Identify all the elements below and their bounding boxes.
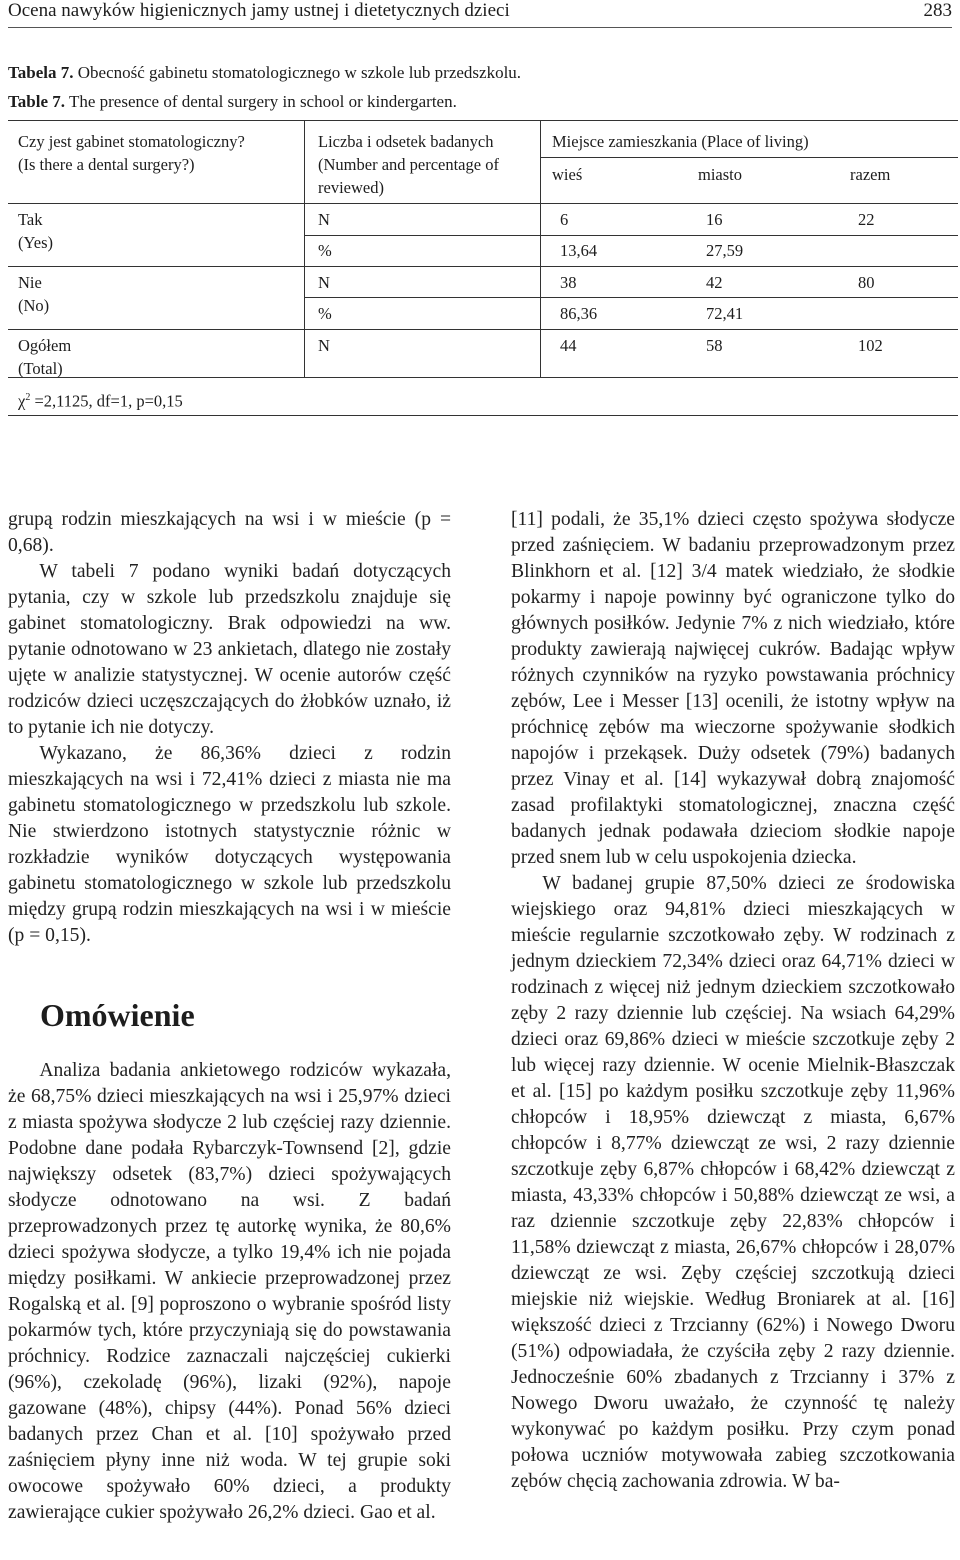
table-hrule bbox=[8, 329, 958, 330]
table-hrule bbox=[8, 266, 958, 267]
col1-header-pl: Czy jest gabinet stomatologiczny? bbox=[18, 132, 245, 151]
caption-pl-label: Tabela 7. bbox=[8, 63, 74, 82]
footnote-superscript: 2 bbox=[25, 392, 31, 403]
section-heading-discussion: Omówienie bbox=[40, 997, 195, 1033]
row-total-n-total: 102 bbox=[858, 336, 883, 355]
table-hrule bbox=[304, 297, 958, 298]
right-column bbox=[511, 507, 955, 1495]
table-vrule bbox=[304, 121, 305, 377]
left-column-bottom bbox=[8, 1058, 451, 1526]
row-yes-pct-village: 13,64 bbox=[560, 241, 598, 260]
caption-en-label: Table 7. bbox=[8, 92, 66, 111]
row-no-n-total: 80 bbox=[858, 273, 875, 292]
col3-header: Miejsce zamieszkania (Place of living) bbox=[552, 132, 809, 151]
row-no-label-en: (No) bbox=[18, 296, 50, 315]
caption-pl-text: Obecność gabinetu stomatologicznego w szkole lub przedszkolu. bbox=[73, 63, 522, 82]
row-no-pct-city: 72,41 bbox=[706, 304, 744, 323]
table-vrule bbox=[540, 121, 541, 377]
row-no-pct-village: 86,36 bbox=[560, 304, 598, 323]
table-hrule bbox=[8, 377, 958, 378]
left-paragraph-1: grupą rodzin mieszkających na wsi i w mieście (p = 0,68). bbox=[8, 509, 451, 556]
row-yes-n-label: N bbox=[318, 210, 330, 229]
table-hrule bbox=[8, 203, 958, 204]
table-caption-en bbox=[8, 87, 521, 116]
table-captions bbox=[8, 58, 521, 116]
row-total-n-label: N bbox=[318, 336, 330, 355]
row-no-n-village: 38 bbox=[560, 273, 577, 292]
col2-header-line3: reviewed) bbox=[318, 178, 384, 197]
row-no-n-label: N bbox=[318, 273, 330, 292]
row-yes-pct-label: % bbox=[318, 241, 332, 260]
row-total-n-city: 58 bbox=[706, 336, 723, 355]
col2-header-line2: (Number and percentage of bbox=[318, 155, 499, 174]
subheader-village: wieś bbox=[552, 165, 583, 184]
data-table bbox=[8, 120, 958, 416]
row-yes-pct-city: 27,59 bbox=[706, 241, 744, 260]
row-no-pct-label: % bbox=[318, 304, 332, 323]
right-paragraph-1: [11] podali, że 35,1% dzieci często spożywa słodycze przed zaśnięciem. W badaniu przeprowadzonym przez Blinkhorn et al. [12] 3/4 matek wiedziało, że słodkie pokarmy i napoje powinny być ograniczone tylko do głównych posiłków. Jedynie 7% z nich wiedziało, które produkty zawierają najwięcej cukrów. Badając wpływ różnych czynników na ryzyko powstawania próchnicy zębów, Lee i Messer [13] ocenili, że istotny wpływ na próchnicę zębów ma wieczorne spożywanie słodkich napojów i przekąsek. Duży odsetek (79%) badanych przez Vinay et al. [14] wykazywał dobrą znajomość zasad profilaktyki stomatologicznej, znaczna część badanych jednak podawała dzieciom słodkie napoje przed snem lub w celu uspokojenia dziecka. bbox=[511, 509, 955, 868]
table-footnote bbox=[18, 386, 183, 413]
running-header bbox=[8, 0, 952, 28]
left-paragraph-4: Analiza badania ankietowego rodziców wykazała, że 68,75% dzieci mieszkających na wsi i 25,97% dzieci z miasta spożywa słodycze 2 lub częściej razy dziennie. Podobne dane podała Rybarczyk-Townsend [2], gdzie największy odsetek (83,7%) dzieci spożywających słodycze odnotowano na wsi. Z badań przeprowadzonych przez tę autorkę wynika, że 80,6% dzieci spożywa słodycze, a tylko 19,4% ich nie pojada między posiłkami. W ankiecie przeprowadzonej przez Rogalską et al. [9] poproszono o wybranie spośród listy pokarmów tych, które przyczyniają się do powstawania próchnicy. Rodzice zaznaczali najczęściej cukierki (96%), czekoladę (96%), lizaki (92%), napoje gazowane (48%), chipsy (44%). Ponad 56% dzieci badanych przez Chan et al. [10] spożywało przed zaśnięciem płyny inne niż woda. W tej grupie soki owocowe spożywało 60% dzieci, a produkty zawierające cukier spożywało 26,2% dzieci. Gao et al. bbox=[8, 1060, 451, 1523]
right-paragraph-2: W badanej grupie 87,50% dzieci ze środowiska wiejskiego oraz 94,81% dzieci mieszkających w mieście regularnie szczotkowało zęby. W rodzinach z jednym dzieckiem 72,34% dzieci oraz 64,71% dzieci w rodzinach z więcej niż jednym dzieckiem szczotkowało zęby 2 razy dziennie lub częściej. Na wsiach 64,29% dzieci oraz 69,86% dzieci w mieście szczotkuje zęby 2 lub więcej razy dziennie. W ocenie Mielnik-Błaszczak et al. [15] po każdym posiłku szczotkuje zęby 11,96% chłopców i 18,95% dziewcząt z miasta, 6,67% chłopców i 8,77% dziewcząt ze wsi, 2 razy dziennie szczotkuje zęby 6,87% chłopców i 68,42% dziewcząt z miasta, 43,33% chłopców i 50,88% dziewcząt ze wsi, a raz dziennie szczotkuje zęby 22,83% chłopców i 11,58% dziewcząt z miasta, 26,67% chłopców i 28,07% dziewcząt ze wsi. Zęby częściej szczotkują dzieci miejskie niż wiejskie. Według Broniarek at al. [16] większość dzieci z Trzcianny (62%) i Nowego Dworu (51%) odpowiadała, że czyściła zęby 2 razy dziennie. Jednocześnie 60% zbadanych z Trzcianny i 37% z Nowego Dworu uważało, że czynność tę należy wykonywać po każdym posiłku. Przy czym ponad połowa uczniów motywowała zabieg szczotkowania zębów chęcią zachowania zdrowia. W ba- bbox=[511, 873, 955, 1492]
left-paragraph-2: W tabeli 7 podano wyniki badań dotyczących pytania, czy w szkole lub przedszkolu znajduje się gabinet stomatologiczny. Brak odpowiedzi na ww. pytanie odnotowano w 23 ankietach, dlatego nie zostały ujęte w analizie statystycznej. W ocenie autorów część rodziców dzieci uczęszczających do żłobków uznało, iż to pytanie ich nie dotyczy. bbox=[8, 561, 451, 738]
table-hrule bbox=[304, 235, 958, 236]
row-yes-label-en: (Yes) bbox=[18, 233, 53, 252]
row-yes-label-pl: Tak bbox=[18, 210, 43, 229]
row-total-n-village: 44 bbox=[560, 336, 577, 355]
caption-en-text: The presence of dental surgery in school or kindergarten. bbox=[65, 92, 457, 111]
subheader-total: razem bbox=[850, 165, 891, 184]
row-total-label-pl: Ogółem bbox=[18, 336, 72, 355]
table-hrule bbox=[540, 157, 958, 158]
row-yes-n-city: 16 bbox=[706, 210, 723, 229]
left-column-top bbox=[8, 507, 451, 949]
page-number: 283 bbox=[923, 0, 952, 21]
table-caption-pl bbox=[8, 58, 521, 87]
row-no-n-city: 42 bbox=[706, 273, 723, 292]
col2-header-line1: Liczba i odsetek badanych bbox=[318, 132, 494, 151]
row-total-label-en: (Total) bbox=[18, 359, 63, 378]
row-yes-n-village: 6 bbox=[560, 210, 569, 229]
col1-header-en: (Is there a dental surgery?) bbox=[18, 155, 195, 174]
subheader-city: miasto bbox=[698, 165, 742, 184]
footnote-chi: χ bbox=[18, 391, 26, 411]
left-paragraph-3: Wykazano, że 86,36% dzieci z rodzin mieszkających na wsi i 72,41% dzieci z miasta nie ma gabinetu stomatologicznego w przedszkolu lub szkole. Nie stwierdzono istotnych statystycznie różnic w rozkładzie wyników dotyczących występowania gabinetu stomatologicznego w szkole lub przedszkolu między grupą rodzin mieszkających na wsi i w mieście (p = 0,15). bbox=[8, 743, 451, 946]
row-yes-n-total: 22 bbox=[858, 210, 875, 229]
running-title: Ocena nawyków higienicznych jamy ustnej i dietetycznych dzieci bbox=[8, 0, 510, 21]
footnote-stats: =2,1125, df=1, p=0,15 bbox=[30, 391, 183, 411]
row-no-label-pl: Nie bbox=[18, 273, 42, 292]
